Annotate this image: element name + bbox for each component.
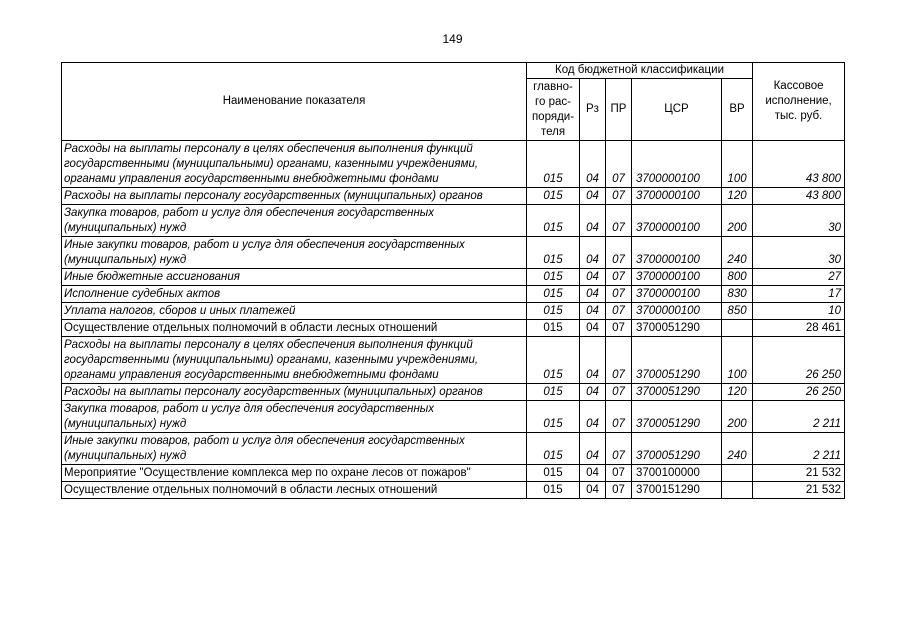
cell-amount: 17 xyxy=(753,286,845,303)
table-row xyxy=(62,205,845,237)
cell-pr: 07 xyxy=(606,401,632,433)
header-vr: ВР xyxy=(722,79,753,141)
table-row xyxy=(62,303,845,320)
cell-name: Расходы на выплаты персоналу в целях обеспечения выполнения функций государственными (муниципальными) органами, казенными учреждениями, органами управления государственными внебюджетными фондами xyxy=(62,337,527,384)
table-row xyxy=(62,384,845,401)
cell-pr: 07 xyxy=(606,188,632,205)
cell-pr: 07 xyxy=(606,303,632,320)
cell-csr: 3700000100 xyxy=(632,303,722,320)
cell-amount: 21 532 xyxy=(753,465,845,482)
table-row xyxy=(62,320,845,337)
table-row xyxy=(62,465,845,482)
cell-vr: 200 xyxy=(722,401,753,433)
cell-rz: 04 xyxy=(580,433,606,465)
cell-amount: 27 xyxy=(753,269,845,286)
header-csr: ЦСР xyxy=(632,79,722,141)
cell-rz: 04 xyxy=(580,320,606,337)
cell-pr: 07 xyxy=(606,141,632,188)
cell-vr: 100 xyxy=(722,337,753,384)
cell-pr: 07 xyxy=(606,465,632,482)
cell-csr: 3700000100 xyxy=(632,205,722,237)
cell-vr: 830 xyxy=(722,286,753,303)
cell-csr: 3700051290 xyxy=(632,384,722,401)
cell-glavny: 015 xyxy=(527,269,580,286)
cell-rz: 04 xyxy=(580,465,606,482)
cell-csr: 3700000100 xyxy=(632,188,722,205)
cell-name: Иные закупки товаров, работ и услуг для обеспечения государственных (муниципальных) нужд xyxy=(62,237,527,269)
table-row xyxy=(62,482,845,499)
cell-csr: 3700051290 xyxy=(632,337,722,384)
cell-name: Осуществление отдельных полномочий в области лесных отношений xyxy=(62,482,527,499)
cell-csr: 3700151290 xyxy=(632,482,722,499)
cell-vr: 200 xyxy=(722,205,753,237)
cell-amount: 26 250 xyxy=(753,337,845,384)
header-amount: Кассовое исполнение, тыс. руб. xyxy=(753,63,845,141)
table-row xyxy=(62,188,845,205)
table-body xyxy=(62,141,845,499)
cell-rz: 04 xyxy=(580,269,606,286)
cell-vr xyxy=(722,465,753,482)
cell-name: Иные закупки товаров, работ и услуг для обеспечения государственных (муниципальных) нужд xyxy=(62,433,527,465)
cell-name: Исполнение судебных актов xyxy=(62,286,527,303)
table-row xyxy=(62,401,845,433)
cell-amount: 2 211 xyxy=(753,401,845,433)
cell-csr: 3700051290 xyxy=(632,320,722,337)
cell-vr xyxy=(722,482,753,499)
cell-vr: 240 xyxy=(722,433,753,465)
page-number: 149 xyxy=(442,32,463,46)
cell-vr: 800 xyxy=(722,269,753,286)
cell-glavny: 015 xyxy=(527,465,580,482)
table-row xyxy=(62,433,845,465)
cell-rz: 04 xyxy=(580,401,606,433)
cell-glavny: 015 xyxy=(527,320,580,337)
table-header xyxy=(62,63,845,141)
cell-amount: 30 xyxy=(753,237,845,269)
cell-name: Закупка товаров, работ и услуг для обеспечения государственных (муниципальных) нужд xyxy=(62,401,527,433)
table-row xyxy=(62,337,845,384)
cell-csr: 3700000100 xyxy=(632,237,722,269)
cell-csr: 3700000100 xyxy=(632,286,722,303)
cell-pr: 07 xyxy=(606,286,632,303)
cell-glavny: 015 xyxy=(527,401,580,433)
cell-glavny: 015 xyxy=(527,303,580,320)
header-name: Наименование показателя xyxy=(62,63,527,141)
cell-vr: 850 xyxy=(722,303,753,320)
cell-vr xyxy=(722,320,753,337)
cell-glavny: 015 xyxy=(527,337,580,384)
header-glavny: главно-го рас-поряди-теля xyxy=(527,79,580,141)
cell-vr: 240 xyxy=(722,237,753,269)
cell-name: Расходы на выплаты персоналу государственных (муниципальных) органов xyxy=(62,188,527,205)
cell-pr: 07 xyxy=(606,269,632,286)
table-row xyxy=(62,286,845,303)
cell-pr: 07 xyxy=(606,237,632,269)
cell-amount: 2 211 xyxy=(753,433,845,465)
cell-rz: 04 xyxy=(580,237,606,269)
cell-name: Расходы на выплаты персоналу в целях обеспечения выполнения функций государственными (муниципальными) органами, казенными учреждениями, органами управления государственными внебюджетными фондами xyxy=(62,141,527,188)
cell-name: Осуществление отдельных полномочий в области лесных отношений xyxy=(62,320,527,337)
cell-name: Закупка товаров, работ и услуг для обеспечения государственных (муниципальных) нужд xyxy=(62,205,527,237)
cell-glavny: 015 xyxy=(527,384,580,401)
table-row xyxy=(62,269,845,286)
cell-amount: 28 461 xyxy=(753,320,845,337)
cell-glavny: 015 xyxy=(527,205,580,237)
cell-csr: 3700051290 xyxy=(632,433,722,465)
cell-vr: 120 xyxy=(722,188,753,205)
cell-rz: 04 xyxy=(580,205,606,237)
cell-csr: 3700051290 xyxy=(632,401,722,433)
cell-vr: 120 xyxy=(722,384,753,401)
cell-name: Расходы на выплаты персоналу государственных (муниципальных) органов xyxy=(62,384,527,401)
cell-amount: 26 250 xyxy=(753,384,845,401)
cell-vr: 100 xyxy=(722,141,753,188)
table-row xyxy=(62,141,845,188)
cell-csr: 3700000100 xyxy=(632,269,722,286)
cell-name: Мероприятие "Осуществление комплекса мер по охране лесов от пожаров" xyxy=(62,465,527,482)
budget-table xyxy=(61,62,845,499)
header-pr: ПР xyxy=(606,79,632,141)
cell-amount: 30 xyxy=(753,205,845,237)
cell-glavny: 015 xyxy=(527,433,580,465)
cell-name: Уплата налогов, сборов и иных платежей xyxy=(62,303,527,320)
cell-pr: 07 xyxy=(606,384,632,401)
cell-rz: 04 xyxy=(580,384,606,401)
cell-rz: 04 xyxy=(580,286,606,303)
cell-pr: 07 xyxy=(606,482,632,499)
cell-rz: 04 xyxy=(580,482,606,499)
cell-rz: 04 xyxy=(580,337,606,384)
cell-amount: 43 800 xyxy=(753,188,845,205)
header-rz: Рз xyxy=(580,79,606,141)
cell-name: Иные бюджетные ассигнования xyxy=(62,269,527,286)
cell-glavny: 015 xyxy=(527,286,580,303)
cell-glavny: 015 xyxy=(527,237,580,269)
cell-glavny: 015 xyxy=(527,188,580,205)
cell-rz: 04 xyxy=(580,188,606,205)
cell-amount: 43 800 xyxy=(753,141,845,188)
cell-amount: 10 xyxy=(753,303,845,320)
cell-pr: 07 xyxy=(606,320,632,337)
cell-pr: 07 xyxy=(606,433,632,465)
cell-amount: 21 532 xyxy=(753,482,845,499)
cell-rz: 04 xyxy=(580,141,606,188)
cell-pr: 07 xyxy=(606,337,632,384)
header-code-group: Код бюджетной классификации xyxy=(527,63,753,79)
cell-csr: 3700100000 xyxy=(632,465,722,482)
cell-glavny: 015 xyxy=(527,482,580,499)
cell-pr: 07 xyxy=(606,205,632,237)
cell-rz: 04 xyxy=(580,303,606,320)
cell-csr: 3700000100 xyxy=(632,141,722,188)
cell-glavny: 015 xyxy=(527,141,580,188)
table-row xyxy=(62,237,845,269)
